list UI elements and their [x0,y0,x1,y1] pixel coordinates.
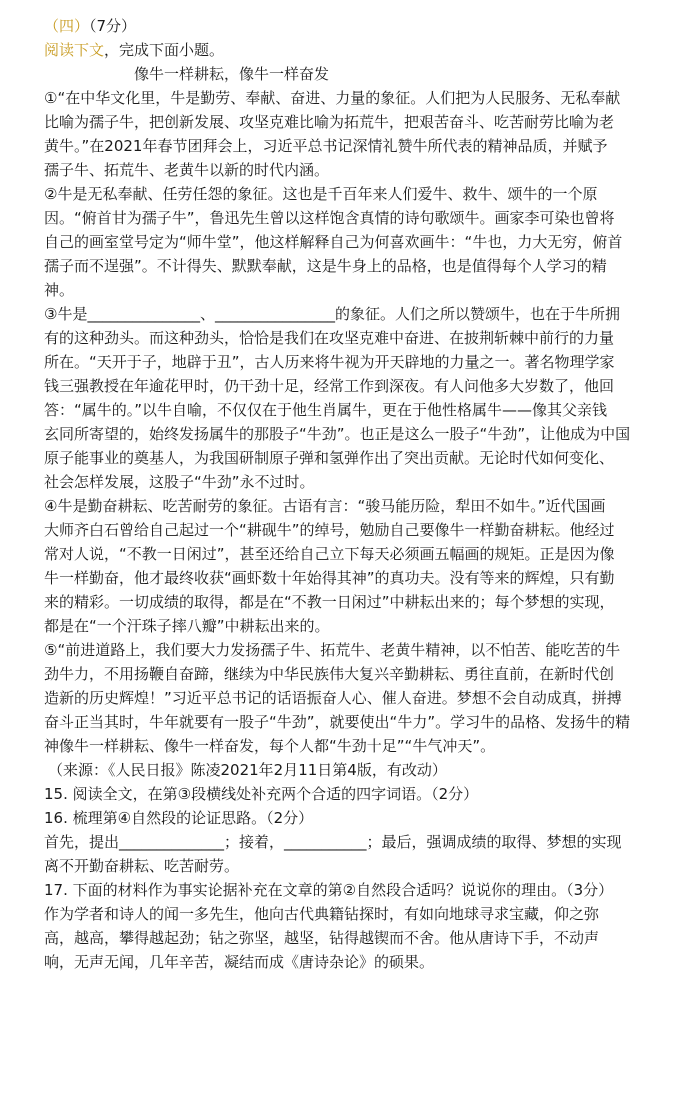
material-line: 高，越高，攀得越起劲；钻之弥坚，越坚，钻得越锲而不舍。他从唐诗下手，不动声 [44,929,600,947]
text-line: ③牛是_______________、________________的象征。人们之所以赞颂牛，也在于牛所拥 [44,305,620,323]
answer-line: 首先，提出______________；接着，___________；最后，强调成绩的取得、梦想的实现 [44,833,622,851]
section-score: （7分） [89,17,137,35]
question-15: 15. 阅读全文，在第③段横线处补充两个合适的四字词语。（2分） [44,785,479,803]
text-line: ①“在中华文化里，牛是勤劳、奉献、奋进、力量的象征。人们把为人民服务、无私奉献 [44,89,621,107]
text-line: ④牛是勤奋耕耘、吃苦耐劳的象征。古语有言：“骏马能历险，犁田不如牛。”近代国画 [44,497,606,515]
instruction-text: ，完成下面小题。 [104,41,225,59]
text-line: 神像牛一样耕耘、像牛一样奋发，每个人都“牛劲十足”“牛气冲天”。 [44,737,496,755]
section-heading [44,14,686,38]
text-line: 社会怎样发展，这股子“牛劲”永不过时。 [44,473,315,491]
text-line: 因。“俯首甘为孺子牛”，鲁迅先生曾以这样饱含真情的诗句歌颂牛。画家李可染也曾将 [44,209,615,227]
text-line: 劲牛力，不用扬鞭自奋蹄，继续为中华民族伟大复兴辛勤耕耘、勇往直前，在新时代创 [44,665,615,683]
text-line: 来的精彩。一切成绩的取得，都是在“不教一日闲过”中耕耘出来的；每个梦想的实现， [44,593,615,611]
section-label: （四） [44,17,90,35]
instruction-link[interactable]: 阅读下文 [44,41,105,59]
material-line: 作为学者和诗人的闻一多先生，他向古代典籍钻探时，有如向地球寻求宝藏，仰之弥 [44,905,600,923]
text-line: 孺子而不逞强”。不计得失、默默奉献，这是牛身上的品格，也是值得每个人学习的精 [44,257,607,275]
text-line: 大师齐白石曾给自己起过一个“耕砚牛”的绰号，勉励自己要像牛一样勤奋耕耘。他经过 [44,521,615,539]
text-line: 玄同所寄望的，始终发扬属牛的那股子“牛劲”。也正是这么一股子“牛劲”，让他成为中国 [44,425,631,443]
text-line: 比喻为孺子牛，把创新发展、攻坚克难比喻为拓荒牛，把艰苦奋斗、吃苦耐劳比喻为老 [44,113,615,131]
text-line: 答：“属牛的。”以牛自喻，不仅仅在于他生肖属牛，更在于他性格属牛——像其父亲钱 [44,401,608,419]
text-line: 有的这种劲头。而这种劲头，恰恰是我们在攻坚克难中奋进、在披荆斩棘中前行的力量 [44,329,615,347]
text-line: ⑤“前进道路上，我们要大力发扬孺子牛、拓荒牛、老黄牛精神，以不怕苦、能吃苦的牛 [44,641,621,659]
text-line: 孺子牛、拓荒牛、老黄牛以新的时代内涵。 [44,161,330,179]
text-line: 自己的画室堂号定为“师牛堂”，他这样解释自己为何喜欢画牛：“牛也，力大无穷，俯首 [44,233,623,251]
text-line: 牛一样勤奋，他才最终收获“画虾数十年始得其神”的真功夫。没有等来的辉煌，只有勤 [44,569,615,587]
text-line: 钱三强教授在年逾花甲时，仍干劲十足，经常工作到深夜。有人问他多大岁数了，他回 [44,377,615,395]
question-16: 16. 梳理第④自然段的论证思路。（2分） [44,809,314,827]
text-line: 奋斗正当其时，牛年就要有一股子“牛劲”，就要使出“牛力”。学习牛的品格、发扬牛的精 [44,713,631,731]
answer-line: 离不开勤奋耕耘、吃苦耐劳。 [44,857,240,875]
text-line: 黄牛。”在2021年春节团拜会上，习近平总书记深情礼赞牛所代表的精神品质，并赋予 [44,137,608,155]
text-line: 常对人说，“不教一日闲过”，甚至还给自己立下每天必须画五幅画的规矩。正是因为像 [44,545,615,563]
article-title: 像牛一样耕耘，像牛一样奋发 [134,65,330,83]
material-line: 响，无声无闻，几年辛苦，凝结而成《唐诗杂论》的硕果。 [44,953,435,971]
source-line: （来源：《人民日报》陈凌2021年2月11日第4版，有改动） [48,761,447,779]
text-line: 原子能事业的奠基人，为我国研制原子弹和氢弹作出了突出贡献。无论时代如何变化、 [44,449,615,467]
text-line: 造新的历史辉煌！”习近平总书记的话语振奋人心、催人奋进。梦想不会自动成真，拼搏 [44,689,622,707]
question-17: 17. 下面的材料作为事实论据补充在文章的第②自然段合适吗？说说你的理由。（3分） [44,881,614,899]
text-line: 都是在“一个汗珠子摔八瓣”中耕耘出来的。 [44,617,330,635]
text-line: ②牛是无私奉献、任劳任怨的象征。这也是千百年来人们爱牛、救牛、颂牛的一个原 [44,185,598,203]
instruction [44,38,686,62]
text-line: 神。 [44,281,75,299]
text-line: 所在。“天开于子，地辟于丑”，古人历来将牛视为开天辟地的力量之一。著名物理学家 [44,353,615,371]
